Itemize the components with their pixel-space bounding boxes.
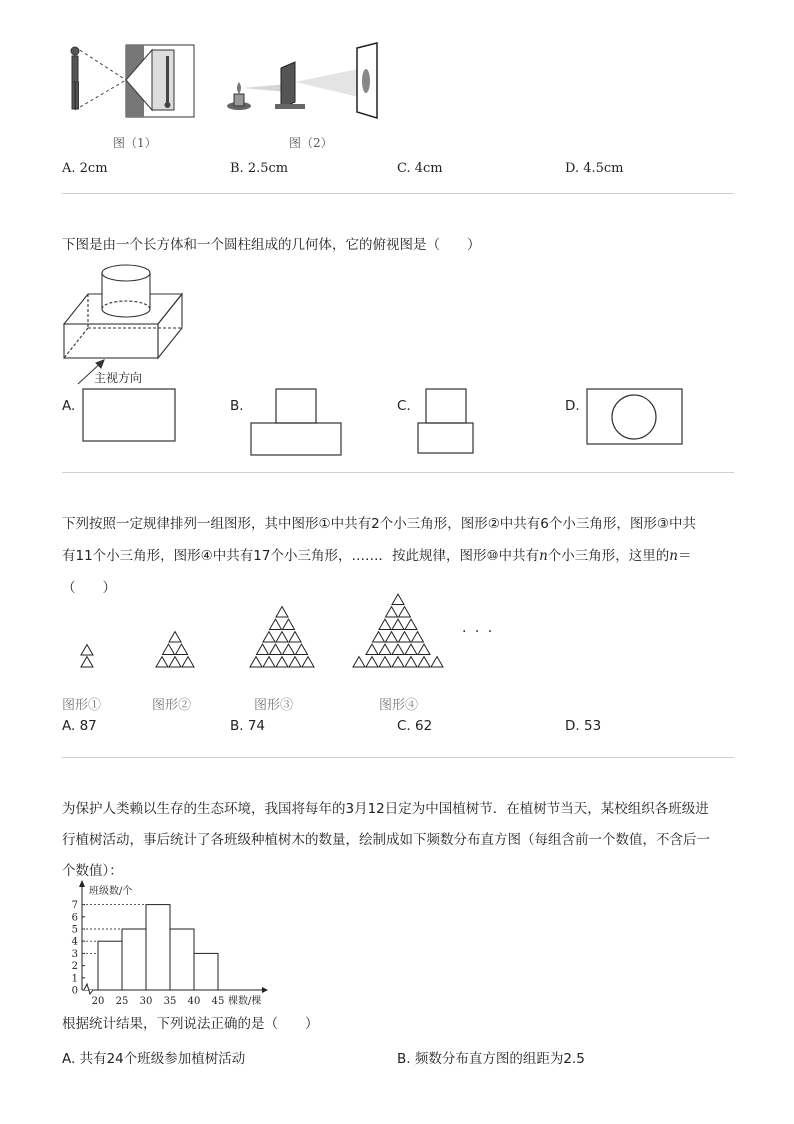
small-triangle [366, 644, 378, 654]
histogram [60, 886, 280, 1006]
figure-caption-4: 图形④ [379, 698, 419, 713]
small-triangle [263, 657, 275, 667]
histogram-bar [122, 929, 146, 990]
small-triangle [405, 619, 417, 629]
small-triangle [353, 657, 365, 667]
figure-caption-2: 图形② [152, 698, 192, 713]
q3-option-b[interactable]: B. 74 [230, 718, 266, 734]
q2-option-b[interactable]: B. [230, 398, 244, 414]
q4-stem-line2: 行植树活动，事后统计了各班级种植树木的数量，绘制成如下频数分布直方图（每组含前一个数值，不含后一 [62, 832, 710, 848]
small-triangle [263, 632, 275, 642]
small-triangle [250, 657, 262, 667]
small-triangle [257, 644, 269, 654]
small-triangle [405, 644, 417, 654]
small-triangle [276, 607, 288, 617]
x-axis-label: 棵数/棵 [228, 996, 262, 1007]
small-triangle [399, 632, 411, 642]
q3-stem-line2-part2: 个小三角形，这里的 [547, 548, 670, 564]
small-triangle [386, 632, 398, 642]
q3-stem-line2-part1: 有11个小三角形，图形④中共有17个小三角形，……．按此规律，图形⑩中共有 [62, 548, 540, 564]
x-tick-label: 40 [187, 996, 201, 1007]
x-tick-label: 45 [211, 996, 225, 1007]
y-tick-label: 7 [71, 900, 78, 912]
small-triangle [289, 632, 301, 642]
q1-option-b[interactable] [230, 160, 288, 176]
small-triangle [418, 657, 430, 667]
q1-option-a-label: A. 2cm [62, 161, 108, 176]
small-triangle [302, 657, 314, 667]
y-tick-label: 3 [71, 948, 78, 960]
divider [62, 472, 734, 473]
small-triangle [412, 632, 424, 642]
divider [62, 193, 734, 194]
small-triangle [392, 619, 404, 629]
small-triangle [289, 657, 301, 667]
y-tick-label: 1 [71, 973, 78, 985]
small-triangle [182, 657, 194, 667]
small-triangle [431, 657, 443, 667]
q4-question: 根据统计结果，下列说法正确的是（ ） [62, 1016, 319, 1032]
small-triangle [156, 657, 168, 667]
q2-option-d[interactable]: D. [565, 398, 580, 414]
ellipsis: · · · [462, 624, 495, 640]
q2-option-a[interactable]: A. [62, 398, 76, 414]
q3-stem-line1: 下列按照一定规律排列一组图形，其中图形①中共有2个小三角形，图形②中共有6个小三角形，图形③中共 [62, 516, 696, 532]
q3-equals: ＝ [677, 548, 692, 564]
q4-stem-line1: 为保护人类赖以生存的生态环境，我国将每年的3月12日定为中国植树节．在植树节当天，某校组织各班级进 [62, 801, 709, 817]
q1-figure-1 [60, 38, 200, 128]
q1-option-c-label: C. 4cm [397, 161, 443, 176]
figure-2-caption: 图（2） [289, 136, 333, 150]
q2-option-c[interactable]: C. [397, 398, 411, 414]
figure-1-caption: 图（1） [113, 136, 157, 150]
x-tick-label: 30 [139, 996, 153, 1007]
q2-option-b-shape [248, 388, 348, 458]
histogram-bar [98, 941, 122, 990]
small-triangle [373, 632, 385, 642]
small-triangle [169, 632, 181, 642]
q4-option-b[interactable]: B. 频数分布直方图的组距为2.5 [397, 1051, 585, 1067]
small-triangle [163, 644, 175, 654]
q3-option-a[interactable]: A. 87 [62, 718, 97, 734]
small-triangle [366, 657, 378, 667]
small-triangle [276, 657, 288, 667]
q3-stem-line3: （ ） [62, 580, 116, 596]
y-tick-label: 6 [71, 912, 78, 924]
q2-option-d-shape [585, 388, 685, 448]
divider [62, 757, 734, 758]
histogram-bar [170, 929, 194, 990]
triangle-pattern [60, 600, 490, 680]
q4-option-a[interactable]: A. 共有24个班级参加植树活动 [62, 1051, 246, 1067]
small-triangle [379, 644, 391, 654]
small-triangle [386, 607, 398, 617]
small-triangle [392, 644, 404, 654]
q4-stem-line3: 个数值）： [62, 863, 123, 879]
q3-var-n: n [539, 548, 548, 564]
y-tick-label: 5 [71, 924, 78, 936]
q3-option-d[interactable]: D. 53 [565, 718, 602, 734]
small-triangle [276, 632, 288, 642]
q2-option-c-shape [416, 388, 476, 458]
small-triangle [283, 644, 295, 654]
small-triangle [392, 594, 404, 604]
histogram-bar [194, 953, 218, 990]
small-triangle [283, 619, 295, 629]
y-tick-label: 2 [71, 961, 78, 973]
q2-stem: 下图是由一个长方体和一个圆柱组成的几何体，它的俯视图是（ ） [62, 237, 481, 253]
q3-stem-line2 [62, 548, 691, 564]
axis-break [84, 984, 93, 994]
q3-var-n-2: n [669, 548, 678, 564]
q1-option-d-label: D. 4.5cm [565, 161, 624, 176]
x-tick-label: 35 [163, 996, 177, 1007]
small-triangle [405, 657, 417, 667]
y-axis-arrow [79, 880, 85, 887]
small-triangle [270, 644, 282, 654]
y-tick-label: 4 [71, 936, 78, 948]
small-triangle [392, 657, 404, 667]
small-triangle [176, 644, 188, 654]
small-triangle [169, 657, 181, 667]
small-triangle [399, 607, 411, 617]
x-tick-label: 25 [115, 996, 129, 1007]
small-triangle [81, 645, 93, 655]
small-triangle [379, 657, 391, 667]
figure-caption-3: 图形③ [254, 698, 294, 713]
small-triangle [81, 657, 93, 667]
q1-option-d[interactable] [565, 160, 624, 176]
q2-option-a-shape [80, 388, 180, 448]
q3-option-c[interactable]: C. 62 [397, 718, 433, 734]
q1-option-c[interactable] [397, 160, 443, 176]
q1-option-b-label: B. 2.5cm [230, 161, 289, 176]
small-triangle [270, 619, 282, 629]
q1-option-a[interactable] [62, 160, 108, 176]
x-tick-label: 20 [91, 996, 105, 1007]
y-axis-label: 班级数/个 [89, 886, 133, 897]
small-triangle [379, 619, 391, 629]
q1-figure-2 [225, 38, 385, 128]
small-triangle [418, 644, 430, 654]
figure-caption-1: 图形① [62, 698, 102, 713]
y-tick-label: 0 [71, 985, 78, 997]
view-direction-label: 主视方向 [94, 371, 143, 385]
small-triangle [296, 644, 308, 654]
histogram-bar [146, 905, 170, 990]
x-axis-arrow [262, 987, 268, 993]
